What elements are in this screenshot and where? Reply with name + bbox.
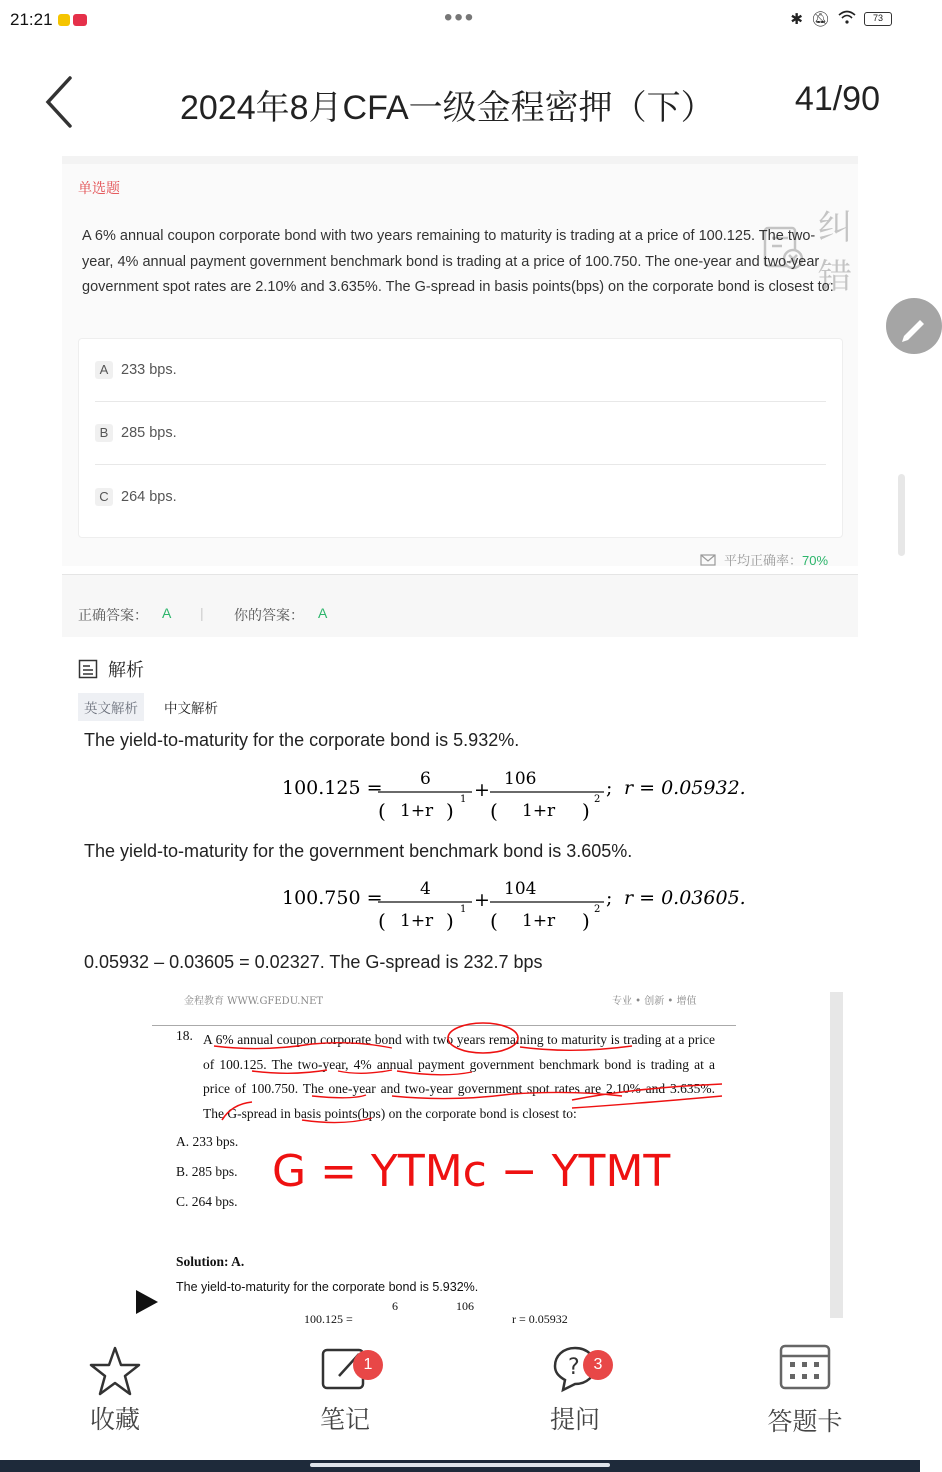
option-text: 233 bps.	[121, 362, 177, 378]
analysis-tabs	[78, 693, 224, 721]
svg-text:6: 6	[420, 769, 431, 789]
star-icon	[87, 1344, 143, 1400]
home-indicator[interactable]	[310, 1463, 610, 1467]
svg-text:(: (	[378, 799, 386, 823]
option-text: 285 bps.	[121, 425, 177, 441]
mute-icon: 🔕︎	[810, 11, 830, 28]
option-letter: B	[95, 424, 113, 442]
svg-text:): )	[446, 909, 454, 933]
svg-text:r = 0.03605.: r = 0.03605.	[624, 887, 746, 909]
svg-text:106: 106	[504, 769, 537, 789]
svg-text:1+r: 1+r	[522, 801, 556, 821]
correct-answer-value: A	[162, 605, 172, 621]
nav-favorite-label: 收藏	[89, 1406, 140, 1434]
status-icons	[790, 10, 892, 28]
svg-text:1: 1	[460, 904, 467, 915]
svg-text:100.125 =: 100.125 =	[282, 777, 383, 799]
formula-corporate-ytm	[282, 762, 762, 840]
svg-text:;: ;	[606, 777, 613, 799]
svg-text:100.750 =: 100.750 =	[282, 887, 383, 909]
your-answer-value: A	[318, 605, 328, 621]
solution-line-1: The yield-to-maturity for the corporate bond is 5.932%.	[84, 730, 520, 750]
option-letter: C	[95, 488, 113, 506]
svg-text:): )	[582, 909, 590, 933]
scroll-indicator[interactable]	[898, 474, 905, 556]
battery-icon: 73	[864, 12, 892, 26]
wifi-icon	[838, 10, 856, 28]
svg-text:1+r: 1+r	[522, 911, 556, 931]
analysis-icon	[78, 659, 98, 679]
scan-cut-numerator-1: 6	[392, 1299, 398, 1313]
scan-question-number: 18.	[176, 1028, 193, 1043]
avg-rate-label: 平均正确率：	[724, 553, 803, 568]
average-accuracy	[700, 550, 828, 569]
correct-answer-label: 正确答案：	[78, 607, 148, 623]
nav-answer-card-label: 答题卡	[767, 1408, 843, 1436]
avg-rate-value: 70%	[802, 553, 829, 568]
svg-text:4: 4	[420, 879, 431, 899]
option-b[interactable]	[95, 402, 826, 465]
your-answer-label: 你的答案：	[234, 607, 304, 623]
scan-cut-price: 100.125 =	[304, 1312, 353, 1326]
bluetooth-icon: ✱	[790, 11, 803, 28]
question-type-label: 单选题	[78, 180, 120, 196]
formula-government-ytm	[282, 872, 762, 950]
tab-english-analysis[interactable]: 英文解析	[78, 693, 144, 721]
svg-text:r = 0.05932.: r = 0.05932.	[624, 777, 746, 799]
question-card	[62, 156, 858, 566]
nav-notes[interactable]	[275, 1338, 415, 1448]
nav-ask-label: 提问	[549, 1406, 600, 1434]
svg-text:(: (	[378, 909, 386, 933]
status-bar	[0, 0, 920, 40]
svg-text:(: (	[490, 799, 498, 823]
nav-favorite[interactable]	[45, 1338, 185, 1448]
scan-header-right: 专业 • 创新 • 增值	[612, 996, 697, 1007]
answer-separator: |	[200, 605, 204, 621]
bottom-nav	[0, 1338, 920, 1458]
analysis-heading	[78, 656, 144, 682]
svg-text:;: ;	[606, 887, 613, 909]
svg-text:(: (	[490, 909, 498, 933]
option-a[interactable]	[95, 339, 826, 402]
pencil-icon	[886, 298, 942, 354]
option-text: 264 bps.	[121, 488, 177, 505]
notification-app-icon	[58, 14, 70, 26]
nav-ask[interactable]	[505, 1338, 645, 1448]
scan-scrollbar[interactable]	[830, 992, 843, 1318]
svg-text:2: 2	[594, 904, 601, 915]
play-button[interactable]	[134, 1288, 160, 1316]
tab-chinese-analysis[interactable]: 中文解析	[164, 701, 218, 716]
play-icon	[134, 1288, 160, 1316]
scan-solution-line: The yield-to-maturity for the corporate bond is 5.932%.	[176, 1280, 479, 1294]
scan-cut-numerator-2: 106	[456, 1299, 474, 1313]
annotated-scan-image	[152, 992, 844, 1326]
chevron-left-icon	[40, 74, 80, 130]
more-dots-icon[interactable]: •••	[444, 4, 476, 31]
solution-line-2: The yield-to-maturity for the government benchmark bond is 3.605%.	[84, 841, 633, 861]
page-title: 2024年8月CFA一级金程密押（下）	[180, 89, 715, 127]
question-progress: 41/90	[794, 80, 880, 118]
svg-text:+: +	[474, 889, 490, 911]
scan-option-c: C. 264 bps.	[176, 1194, 238, 1209]
answer-bar	[62, 574, 858, 637]
report-error-label: 纠错	[818, 209, 852, 296]
svg-text:G = YTMc − YTMT: G = YTMc − YTMT	[272, 1146, 671, 1197]
svg-text:1+r: 1+r	[400, 801, 434, 821]
scan-question-text: A 6% annual coupon corporate bond with two years remaining to maturity is trading at a price of 100.125. The two-year, 4% annual payment government benchmark bond is trading at a price of 100.750. The one-year and two-year government spot rates are 2.10% and 3.635%. The G-spread in basis points(bps) on the corporate bond is closest to:	[203, 1032, 715, 1121]
svg-text:1: 1	[460, 794, 467, 805]
notes-badge: 1	[353, 1350, 383, 1380]
svg-text:?: ?	[568, 1355, 580, 1380]
notification-app-icon	[73, 14, 87, 26]
question-text: A 6% annual coupon corporate bond with two years remaining to maturity is trading at a price of 100.125. The two-year, 4% annual payment government benchmark bond is trading at a price of 100.750. The one-year and two-year government spot rates are 2.10% and 3.635%. The G-spread in basis points(bps) on the corporate bond is closest to:	[82, 228, 834, 295]
scan-header-left: 金程教育 WWW.GFEDU.NET	[184, 996, 324, 1007]
scan-solution-label: Solution: A.	[176, 1254, 245, 1269]
nav-notes-label: 笔记	[319, 1406, 370, 1434]
handwriting-annotations	[152, 992, 844, 1318]
svg-text:104: 104	[504, 879, 537, 899]
ask-badge: 3	[583, 1350, 613, 1380]
scan-option-a: A. 233 bps.	[176, 1134, 239, 1149]
nav-answer-card[interactable]	[735, 1338, 875, 1448]
analysis-title: 解析	[108, 660, 144, 680]
svg-text:): )	[582, 799, 590, 823]
option-c[interactable]	[95, 465, 826, 528]
answer-card-icon	[777, 1342, 833, 1392]
svg-text:): )	[446, 799, 454, 823]
edit-fab[interactable]	[886, 298, 942, 354]
status-time: 21:21	[10, 10, 53, 29]
svg-text:2: 2	[594, 794, 601, 805]
scan-option-b: B. 285 bps.	[176, 1164, 238, 1179]
option-letter: A	[95, 361, 113, 379]
scan-cut-result: r = 0.05932	[512, 1312, 568, 1326]
solution-line-3: 0.05932 – 0.03605 = 0.02327. The G-spread is 232.7 bps	[84, 952, 543, 972]
header	[0, 60, 920, 140]
options-list	[78, 338, 843, 538]
mail-icon	[700, 553, 716, 567]
svg-text:1+r: 1+r	[400, 911, 434, 931]
svg-text:+: +	[474, 779, 490, 801]
back-button[interactable]	[40, 74, 90, 130]
